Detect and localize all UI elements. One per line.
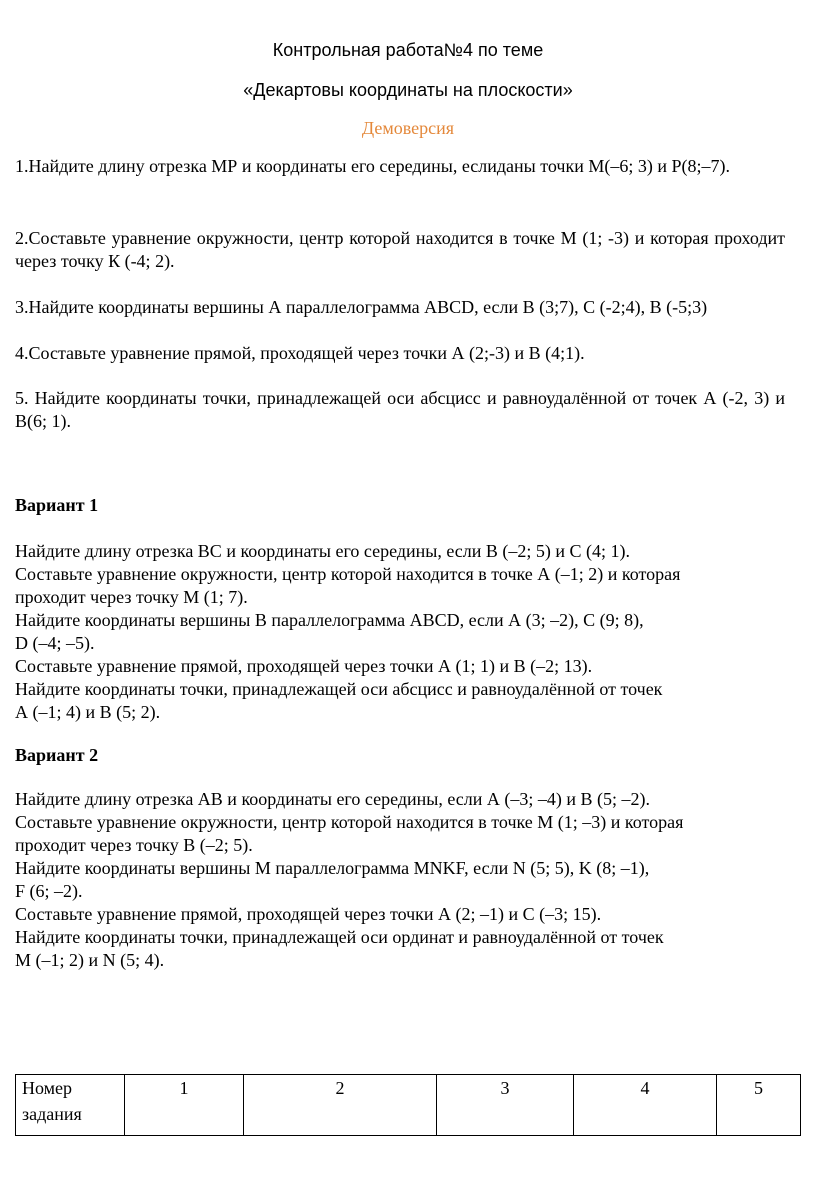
table-number-cell: 4 <box>574 1075 717 1136</box>
demo-task-1: 1.Найдите длину отрезка МР и координаты его середины, еслиданы точки М(–6; 3) и Р(8;–7). <box>15 156 730 176</box>
table-number-cell: 3 <box>437 1075 574 1136</box>
table-number-cell: 5 <box>717 1075 801 1136</box>
variant-1-tasks <box>15 540 785 724</box>
answer-table <box>15 1074 801 1136</box>
table-number-cell: 2 <box>244 1075 437 1136</box>
variant-2-heading: Вариант 2 <box>15 745 99 765</box>
variant-2-line: F (6; –2). <box>15 881 83 901</box>
variant-1-line: Составьте уравнение окружности, центр которой находится в точке А (–1; 2) и которая <box>15 564 681 584</box>
table-label-line: задания <box>22 1104 82 1124</box>
demo-task-3: 3.Найдите координаты вершины А параллелограмма ABCD, если В (3;7), С (-2;4), В (-5;3) <box>15 297 708 317</box>
variant-1-line: Найдите длину отрезка ВС и координаты его середины, если В (–2; 5) и С (4; 1). <box>15 541 631 561</box>
table-row <box>16 1075 801 1136</box>
table-label-cell <box>16 1075 125 1136</box>
variant-2-line: Найдите длину отрезка АВ и координаты его середины, если А (–3; –4) и В (5; –2). <box>15 789 650 809</box>
demo-task-5: 5. Найдите координаты точки, принадлежащей оси абсцисс и равноудалённой от точек А (-2, 3) и В(6; 1). <box>15 388 785 431</box>
variant-2-line: Составьте уравнение прямой, проходящей через точки А (2; –1) и С (–3; 15). <box>15 904 602 924</box>
variant-2-line: М (–1; 2) и N (5; 4). <box>15 950 165 970</box>
variant-2-tasks <box>15 788 785 972</box>
variant-1-heading: Вариант 1 <box>15 495 99 515</box>
variant-1-line: А (–1; 4) и В (5; 2). <box>15 702 161 722</box>
variant-1-line: Найдите координаты вершины В параллелограмма ABCD, если А (3; –2), С (9; 8), <box>15 610 644 630</box>
variant-2-line: Найдите координаты точки, принадлежащей оси ординат и равноудалённой от точек <box>15 927 664 947</box>
document-title: Контрольная работа№4 по теме <box>272 40 544 60</box>
table-number-cell: 1 <box>125 1075 244 1136</box>
demo-task-4: 4.Составьте уравнение прямой, проходящей через точки А (2;-3) и В (4;1). <box>15 343 585 363</box>
variant-2-line: Составьте уравнение окружности, центр которой находится в точке М (1; –3) и которая <box>15 812 684 832</box>
table-label-line: Номер <box>22 1078 73 1098</box>
variant-1-line: Составьте уравнение прямой, проходящей через точки А (1; 1) и В (–2; 13). <box>15 656 593 676</box>
document-subtitle: «Декартовы координаты на плоскости» <box>243 80 573 100</box>
variant-1-line: D (–4; –5). <box>15 633 95 653</box>
demo-task-2: 2.Составьте уравнение окружности, центр которой находится в точке М (1; -3) и которая проходит через точку К (-4; 2). <box>15 228 785 271</box>
variant-2-line: проходит через точку В (–2; 5). <box>15 835 253 855</box>
variant-1-line: Найдите координаты точки, принадлежащей оси абсцисс и равноудалённой от точек <box>15 679 663 699</box>
demo-version-label: Демоверсия <box>361 118 455 138</box>
variant-2-line: Найдите координаты вершины М параллелограмма MNKF, если N (5; 5), K (8; –1), <box>15 858 650 878</box>
variant-1-line: проходит через точку М (1; 7). <box>15 587 248 607</box>
